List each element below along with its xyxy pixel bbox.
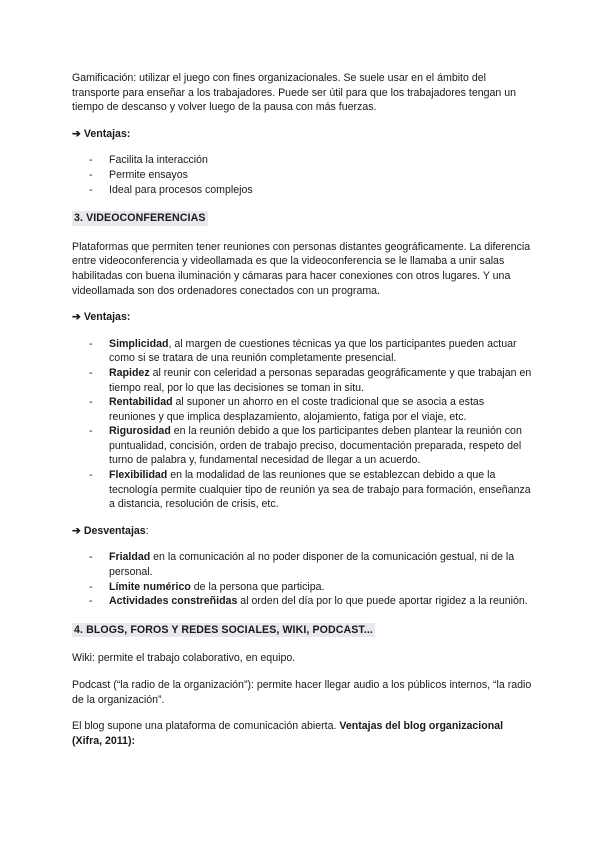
document-body <box>72 71 532 748</box>
ventajas-heading-1 <box>72 127 532 142</box>
list-item: - Simplicidad, al margen de cuestiones técnicas ya que los participantes pueden actuar como si se tratara de una reunión completamente presencial. <box>89 337 517 365</box>
dash-bullet-icon: - <box>89 154 93 167</box>
dash-bullet-icon: - <box>89 580 93 593</box>
dash-bullet-icon: - <box>89 396 93 409</box>
list-item: - Rigurosidad en la reunión debido a que los participantes deben plantear la reunión con puntualidad, concisión, orden de trabajo preciso, documentación preparada, respeto del turno de palabra y, fundamental necesidad de llegar a un acuerdo. <box>89 425 522 467</box>
dash-bullet-icon: - <box>89 469 93 482</box>
section-title-videoconferencias: 3. VIDEOCONFERENCIAS <box>74 212 206 225</box>
list-item: - Límite numérico de la persona que participa. <box>89 580 325 593</box>
videoconferencias-paragraph: Plataformas que permiten tener reuniones con personas distantes geográficamente. La diferencia entre videoconferencia y videollamada es que la videoconferencia se le llamaba a unir salas habilitadas con buena iluminación y cámaras para hacer conexiones con otros lugares. Y una videollamada son dos ordenadores conectados con un programa. <box>72 240 531 297</box>
dash-bullet-icon: - <box>89 425 93 438</box>
wiki-paragraph: Wiki: permite el trabajo colaborativo, en equipo. <box>72 652 296 665</box>
arrow-right-icon: ➔ <box>72 127 81 140</box>
videoconferencias-ventajas-list <box>72 337 532 512</box>
dash-bullet-icon: - <box>89 551 93 564</box>
list-item: - Actividades constreñidas al orden del día por lo que puede aportar rigidez a la reunión. <box>89 595 528 608</box>
dash-bullet-icon: - <box>89 366 93 379</box>
ventajas-heading-2 <box>72 310 532 325</box>
podcast-paragraph: Podcast (“la radio de la organización”): permite hacer llegar audio a los públicos internos, “la radio de la organización”. <box>72 679 532 706</box>
dash-bullet-icon: - <box>89 168 93 181</box>
blog-paragraph: El blog supone una plataforma de comunicación abierta. Ventajas del blog organizacional (Xifra, 2011): <box>72 720 504 747</box>
arrow-right-icon: ➔ <box>72 311 81 324</box>
desventajas-label: Desventajas <box>83 524 146 537</box>
list-item: - Facilita la interacción <box>89 154 208 167</box>
desventajas-heading: ➔ Desventajas: <box>72 524 149 537</box>
list-item: - Rentabilidad al suponer un ahorro en el coste tradicional que se asocia a estas reuniones y que implica desplazamiento, alojamiento, fatiga por el viaje, etc. <box>89 396 485 423</box>
dash-bullet-icon: - <box>89 595 93 608</box>
arrow-right-icon: ➔ <box>72 524 81 537</box>
list-item: - Ideal para procesos complejos <box>89 183 253 196</box>
list-item: - Frialdad en la comunicación al no poder disponer de la comunicación gestual, ni de la personal. <box>89 551 515 579</box>
list-item: - Permite ensayos <box>89 168 188 181</box>
ventajas-label: Ventajas: <box>83 311 131 324</box>
gamificacion-paragraph: Gamificación: utilizar el juego con fines organizacionales. Se suele usar en el ámbito del transporte para enseñar a los trabajadores. Puede ser útil para que los trabajadores tengan un tiempo de descanso y volver luego de la pausa con más fuerzas. <box>72 72 517 114</box>
section-title-blogs: 4. BLOGS, FOROS Y REDES SOCIALES, WIKI, PODCAST... <box>74 623 373 636</box>
list-item: - Flexibilidad en la modalidad de las reuniones que se establezcan debido a que la tecnología permite cualquier tipo de reunión ya sea de trabajo para formación, enseñanza a distancia, resolución de crisis, etc. <box>89 469 531 511</box>
ventajas-label: Ventajas: <box>83 127 131 140</box>
list-item: - Rapidez al reunir con celeridad a personas separadas geográficamente y que trabajan en tiempo real, por lo que las decisiones se toman in situ. <box>89 366 532 394</box>
dash-bullet-icon: - <box>89 183 93 196</box>
gamificacion-ventajas-list <box>72 153 532 197</box>
videoconferencias-desventajas-list <box>72 550 532 608</box>
dash-bullet-icon: - <box>89 337 93 350</box>
